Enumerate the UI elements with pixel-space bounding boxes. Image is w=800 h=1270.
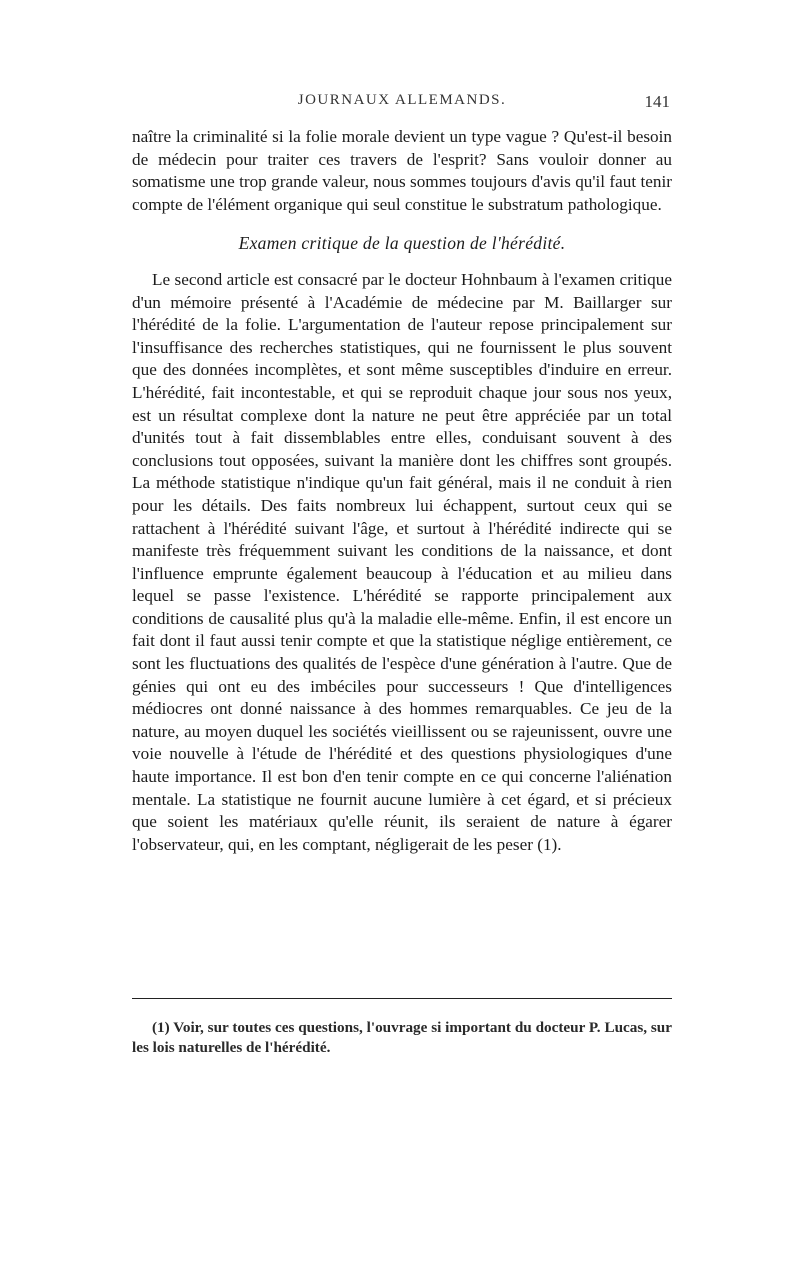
footnote-divider <box>132 998 672 999</box>
body-text <box>132 126 672 856</box>
paragraph-continued: naître la criminalité si la folie morale devient un type vague ? Qu'est-il besoin de médecin pour traiter ces travers de l'esprit? Sans vouloir donner au somatisme une trop grande valeur, nous sommes toujours d'avis qu'il faut tenir compte de l'élément organique qui seul constitue le substratum pathologique. <box>132 127 672 214</box>
paragraph-hohnbaum-article: Le second article est consacré par le docteur Hohnbaum à l'examen critique d'un mémoire présenté à l'Académie de médecine par M. Baillarger sur l'hérédité de la folie. L'argumentation de l'auteur repose principalement sur l'insuffisance des recherches statistiques, qui ne fournissent le plus souvent que des données incomplètes, et sont même susceptibles d'induire en erreur. L'hérédité, fait incontestable, et qui se reproduit chaque jour sous nos yeux, est un résultat complexe dont la nature ne peut être appréciée par un total d'unités tout à fait dissemblables entre elles, conduisant souvent à des conclusions tout opposées, suivant la manière dont les chiffres sont groupés. La méthode statistique n'indique qu'un fait général, mais il ne conduit à rien pour les détails. Des faits nombreux lui échappent, surtout ceux qui se rattachent à l'hérédité suivant l'âge, et surtout à l'hérédité indirecte qui se manifeste très fréquemment suivant les conditions de la naissance, et dont l'influence emprunte également beaucoup à l'éducation et au milieu dans lequel se passe l'existence. L'hérédité se rapporte principalement aux conditions de causalité plus qu'à la maladie elle-même. Enfin, il est encore un fait dont il faut aussi tenir compte et que la statistique néglige entièrement, ce sont les fluctuations des qualités de l'espèce d'une génération à l'autre. Que de génies qui ont eu des imbéciles pour successeurs ! Que d'intelligences médiocres ont donné naissance à des hommes remarquables. Ce jeu de la nature, au moyen duquel les sociétés vieillissent ou se rajeunissent, ouvre une voie nouvelle à l'étude de l'hérédité et des questions physiologiques d'une haute importance. Il est bon d'en tenir compte en ce qui concerne l'aliénation mentale. La statistique ne fournit aucune lumière à cet égard, et si précieux que soient les matériaux qu'elle réunit, ils seraient de nature à égarer l'observateur, qui, en les comptant, négligerait de les peser (1). <box>132 269 672 854</box>
running-title: JOURNAUX ALLEMANDS. <box>297 92 507 108</box>
section-heading: Examen critique de la question de l'hérédité. <box>238 233 566 254</box>
footnote: (1) Voir, sur toutes ces questions, l'ouvrage si important du docteur P. Lucas, sur les lois naturelles de l'hérédité. <box>132 1019 672 1056</box>
page-number: 141 <box>644 92 670 111</box>
running-head <box>132 92 672 114</box>
